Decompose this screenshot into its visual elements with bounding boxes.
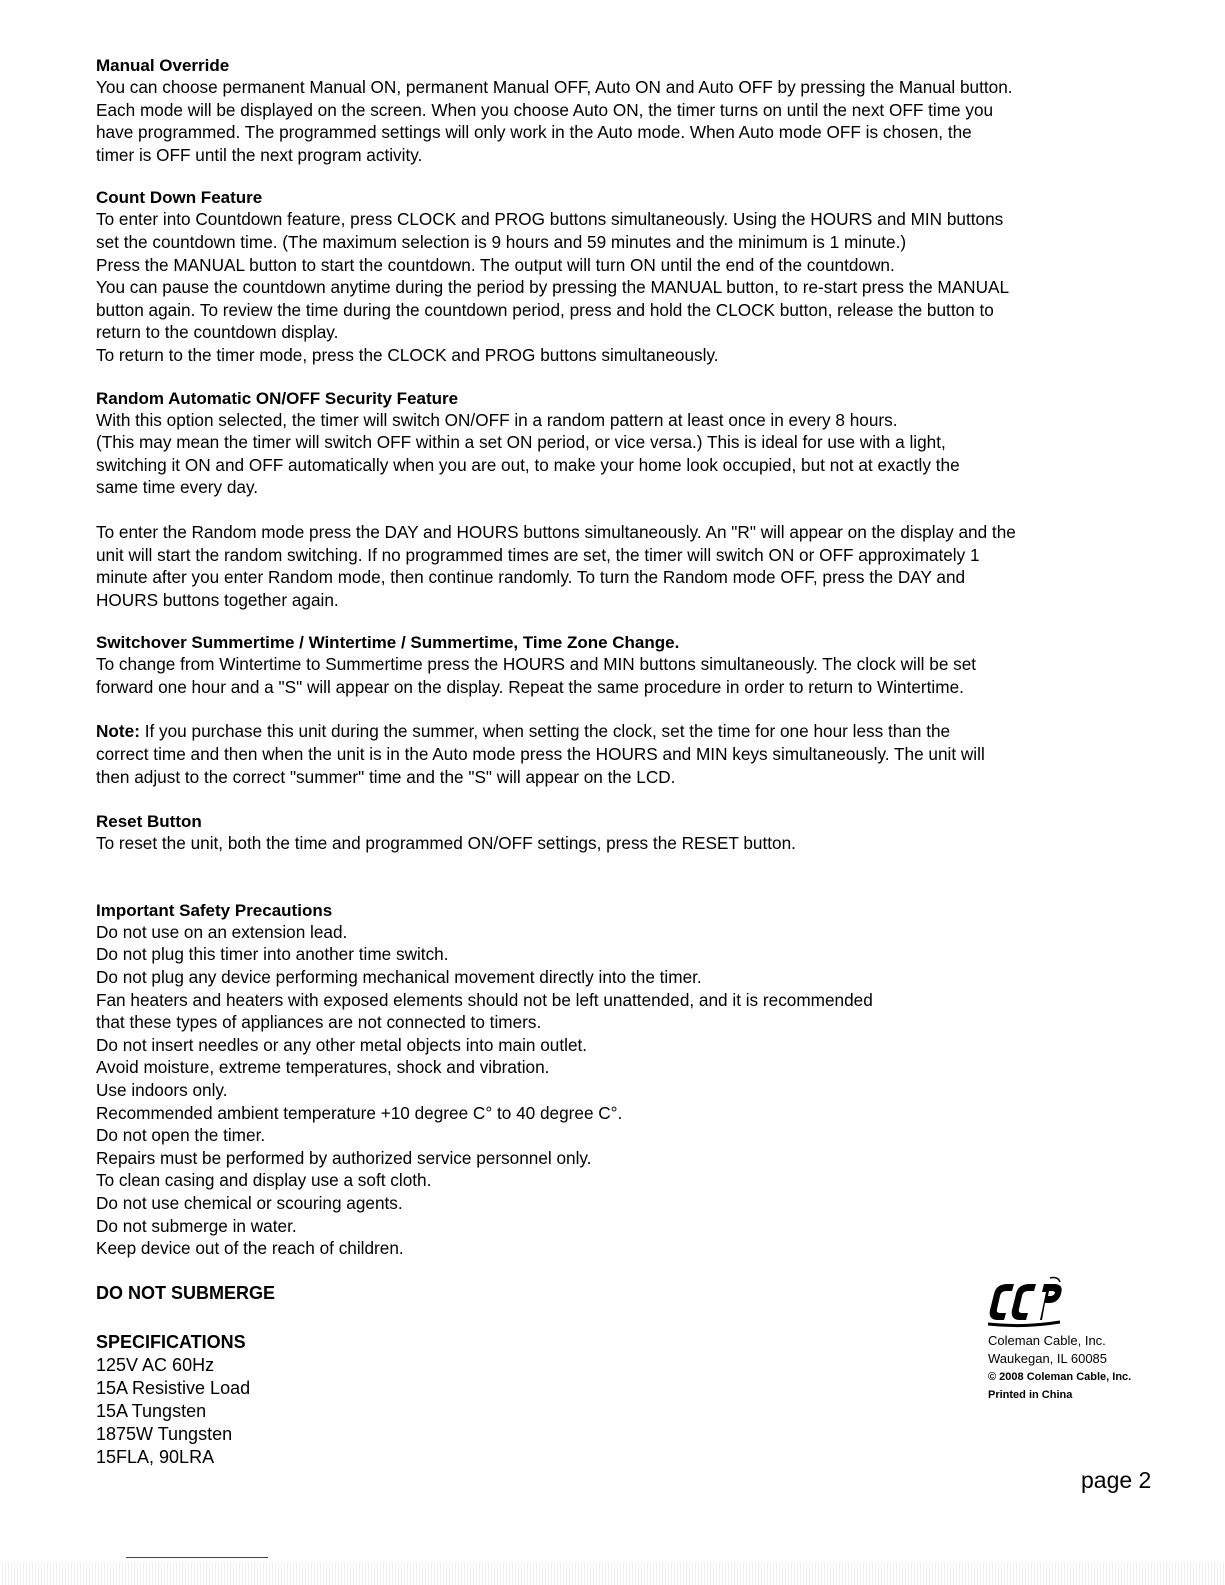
body-line: Press the MANUAL button to start the countdown. The output will turn ON until the end of the countdown.: [96, 254, 895, 275]
body-line: set the countdown time. (The maximum selection is 9 hours and 59 minutes and the minimum is 1 minute.): [96, 231, 907, 252]
random-heading: Random Automatic ON/OFF Security Feature: [96, 388, 459, 408]
footer-divider: [126, 1557, 268, 1558]
body-line: minute after you enter Random mode, then continue randomly. To turn the Random mode OFF, press the DAY and: [96, 567, 966, 588]
safety-line: Repairs must be performed by authorized service personnel only.: [96, 1147, 592, 1168]
note-first-line: [96, 720, 1146, 743]
body-line: unit will start the random switching. If no programmed times are set, the timer will switch ON or OFF approximately 1: [96, 544, 980, 565]
safety-line: Use indoors only.: [96, 1080, 228, 1100]
body-line: button again. To review the time during the countdown period, press and hold the CLOCK button, release the button to: [96, 299, 994, 320]
body-line: Each mode will be displayed on the screen. When you choose Auto ON, the timer turns on until the next OFF time you: [96, 99, 994, 120]
body-line: To enter the Random mode press the DAY and HOURS buttons simultaneously. An "R" will appear on the display and the: [96, 521, 1016, 542]
safety-line: Keep device out of the reach of children.: [96, 1238, 404, 1259]
body-line: To return to the timer mode, press the CLOCK and PROG buttons simultaneously.: [96, 344, 719, 365]
cci-logo-icon: [984, 1276, 1064, 1332]
body-line: forward one hour and a "S" will appear on the display. Repeat the same procedure in order to return to Wintertime.: [96, 676, 964, 697]
spec-item: 15FLA, 90LRA: [96, 1446, 215, 1467]
safety-line: Do not submerge in water.: [96, 1215, 297, 1236]
body-line: To enter into Countdown feature, press CLOCK and PROG buttons simultaneously. Using the HOURS and MIN buttons: [96, 209, 1004, 230]
body-line: With this option selected, the timer will switch ON/OFF in a random pattern at least once in every 8 hours.: [96, 409, 898, 430]
switchover-section: [96, 633, 1146, 698]
do-not-submerge-warning: DO NOT SUBMERGE: [96, 1282, 276, 1303]
safety-section: [96, 901, 1146, 1260]
manual-override-heading: Manual Override: [96, 56, 230, 75]
safety-line: To clean casing and display use a soft cloth.: [96, 1170, 432, 1191]
safety-line: Do not insert needles or any other metal objects into main outlet.: [96, 1034, 588, 1055]
printed-in: Printed in China: [988, 1389, 1073, 1401]
body-line: have programmed. The programmed settings will only work in the Auto mode. When Auto mode OFF is chosen, the: [96, 122, 972, 143]
safety-heading: Important Safety Precautions: [96, 900, 333, 920]
safety-line: that these types of appliances are not connected to timers.: [96, 1012, 542, 1033]
manual-page: [96, 56, 1146, 1469]
safety-line: Do not plug any device performing mechanical movement directly into the timer.: [96, 967, 702, 988]
specifications-heading: SPECIFICATIONS: [96, 1331, 246, 1352]
body-line: HOURS buttons together again.: [96, 589, 339, 610]
spec-item: 15A Tungsten: [96, 1400, 207, 1421]
safety-line: Do not use chemical or scouring agents.: [96, 1192, 403, 1213]
body-line: You can choose permanent Manual ON, permanent Manual OFF, Auto ON and Auto OFF by pressing the Manual button.: [96, 77, 1013, 97]
note-text: If you purchase this unit during the summer, when setting the clock, set the time for one hour less than the: [139, 721, 951, 742]
note-label: Note:: [96, 721, 140, 742]
body-line: (This may mean the timer will switch OFF within a set ON period, or vice versa.) This is ideal for use with a light,: [96, 432, 946, 453]
safety-line: Fan heaters and heaters with exposed elements should not be left unattended, and it is recommended: [96, 989, 873, 1010]
body-line: correct time and then when the unit is in the Auto mode press the HOURS and MIN keys simultaneously. The unit will: [96, 744, 985, 765]
count-down-section: [96, 188, 1146, 366]
company-name: Coleman Cable, Inc.: [988, 1333, 1106, 1348]
safety-line: Do not open the timer.: [96, 1125, 266, 1146]
reset-heading: Reset Button: [96, 812, 202, 832]
company-address: Waukegan, IL 60085: [988, 1351, 1108, 1366]
reset-section: [96, 812, 1146, 855]
body-line: return to the countdown display.: [96, 322, 339, 343]
body-line: timer is OFF until the next program activity.: [96, 144, 423, 165]
body-line: switching it ON and OFF automatically when you are out, to make your home look occupied, but not at exactly the: [96, 454, 960, 475]
note-section: [96, 720, 1146, 788]
company-block: [988, 1276, 1188, 1404]
body-line: You can pause the countdown anytime during the period by pressing the MANUAL button, to re-start press the MANUAL: [96, 277, 1010, 298]
safety-line: Avoid moisture, extreme temperatures, shock and vibration.: [96, 1057, 550, 1078]
body-line: To change from Wintertime to Summertime press the HOURS and MIN buttons simultaneously. The clock will be set: [96, 654, 977, 675]
scan-edge: [0, 1562, 1225, 1585]
safety-line: Do not plug this timer into another time switch.: [96, 944, 449, 965]
body-line: then adjust to the correct "summer" time and the "S" will appear on the LCD.: [96, 766, 676, 787]
safety-line: Do not use on an extension lead.: [96, 921, 348, 942]
body-line: same time every day.: [96, 477, 259, 498]
safety-line: Recommended ambient temperature +10 degree C° to 40 degree C°.: [96, 1102, 623, 1123]
spec-item: 125V AC 60Hz: [96, 1354, 215, 1375]
spec-item: 1875W Tungsten: [96, 1423, 233, 1444]
random-section: [96, 389, 1146, 612]
company-copyright: © 2008 Coleman Cable, Inc.: [988, 1371, 1132, 1383]
manual-override-section: [96, 56, 1146, 166]
spec-item: 15A Resistive Load: [96, 1377, 251, 1398]
switchover-heading: Switchover Summertime / Wintertime / Summertime, Time Zone Change.: [96, 633, 680, 653]
page-number: page 2: [1081, 1467, 1152, 1493]
body-line: To reset the unit, both the time and programmed ON/OFF settings, press the RESET button.: [96, 833, 796, 854]
count-down-heading: Count Down Feature: [96, 188, 263, 208]
